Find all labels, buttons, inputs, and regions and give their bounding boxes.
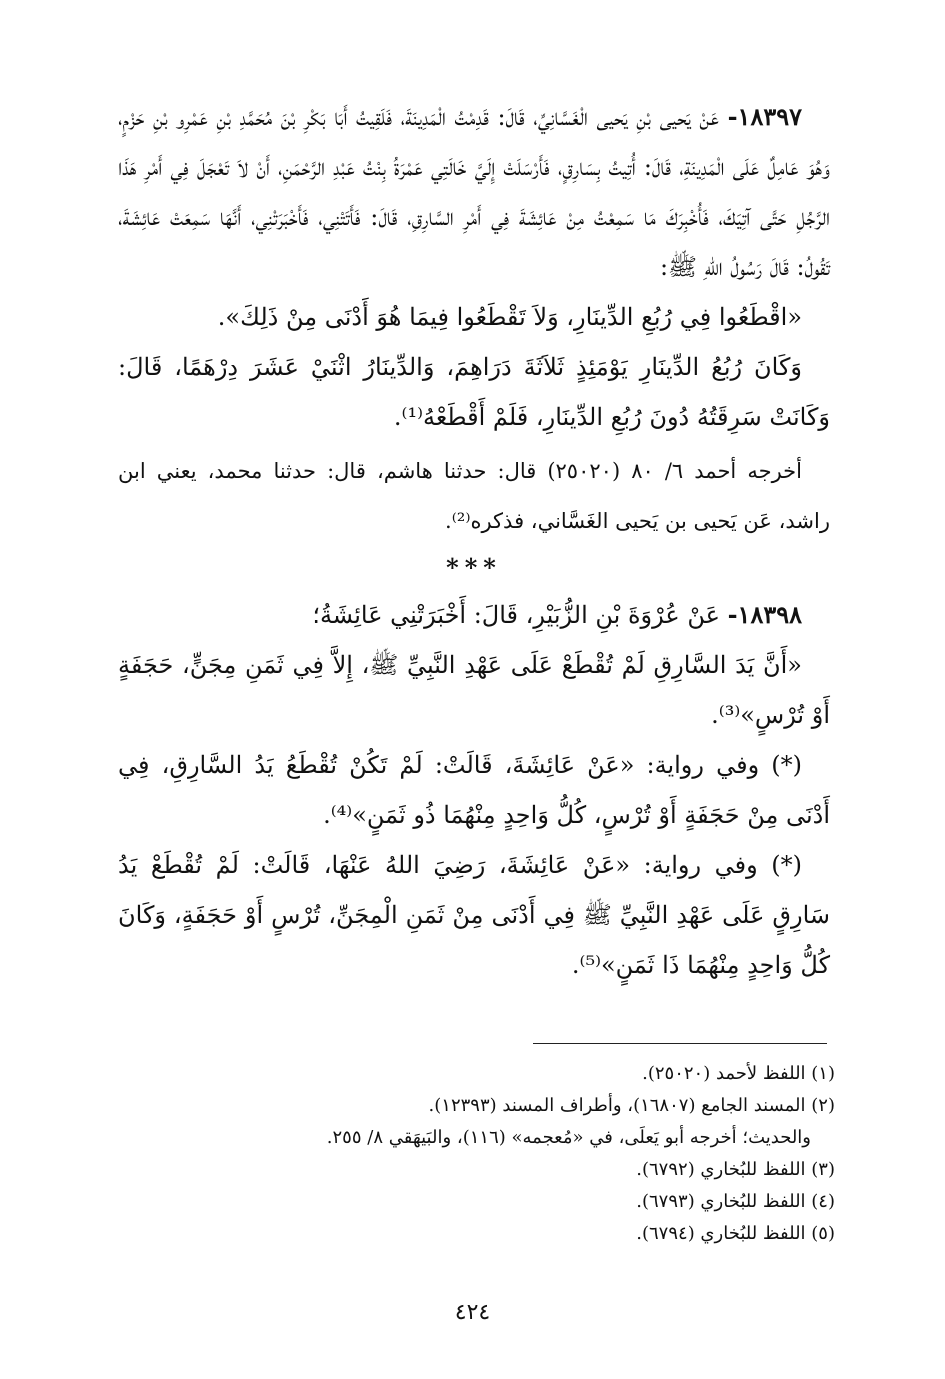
- hadith-quote: «اقْطَعُوا فِي رُبُعِ الدِّينَارِ، وَلاَ تَقْطَعُوا فِيمَا هُوَ أَدْنَى مِنْ ذَلِكَ».: [217, 303, 802, 331]
- footnote-1: (١) اللفظ لأحمد (٢٥٠٢٠).: [642, 1063, 835, 1084]
- hadith-text: عَنْ عُرْوَةَ بْنِ الزُّبَيْرِ، قَالَ: أَخْبَرَتْنِي عَائِشَةُ؛: [312, 601, 720, 629]
- hadith-18397: [118, 92, 830, 292]
- hadith-18398: [118, 590, 830, 640]
- footnotes: [115, 1058, 835, 1250]
- footnote-3: (٣) اللفظ للبُخاري (٦٧٩٢).: [636, 1159, 835, 1180]
- hadith-quote: «أَنَّ يَدَ السَّارِقِ لَمْ تُقْطَعْ عَلَى عَهْدِ النَّبِيِّ ﷺ، إِلاَّ فِي ثَمَنِ مِجَنٍّ، حَجَفَةٍ أَوْ تُرْسٍ»⁽³⁾.: [118, 651, 830, 729]
- section-separator: ***: [446, 553, 502, 582]
- footnote-2: (٢) المسند الجامع (١٦٨٠٧)، وأطراف المسند (١٢٣٩٣).: [428, 1095, 835, 1116]
- hadith-number: ١٨٣٩٧-: [727, 102, 802, 131]
- hadith-continuation: وَكَانَ رُبُعُ الدِّينَارِ يَوْمَئِذٍ ثَلاَثَةَ دَرَاهِمَ، وَالدِّينَارُ اثْنَيْ عَشَرَ دِرْهَمًا، قَالَ: وَكَانَتْ سَرِقَتُهُ دُونَ رُبُعِ الدِّينَارِ، فَلَمْ أَقْطَعْهُ⁽¹⁾.: [118, 353, 830, 431]
- main-text: [118, 92, 830, 990]
- narration-1: (*) وفي رواية: «عَنْ عَائِشَةَ، قَالَتْ: لَمْ تَكُنْ تُقْطَعُ يَدُ السَّارِقِ، فِي أَدْنَى مِنْ حَجَفَةٍ أَوْ تُرْسٍ، كُلُّ وَاحِدٍ مِنْهُمَا ذُو ثَمَنٍ»⁽⁴⁾.: [118, 751, 830, 829]
- hadith-number: ١٨٣٩٨-: [727, 600, 802, 629]
- footnote-2-continuation: والحديث؛ أخرجه أبو يَعلَى، في «مُعجمه» (١١٦)، والبَيهَقي ٨/ ٢٥٥.: [326, 1127, 811, 1148]
- narration-2: (*) وفي رواية: «عَنْ عَائِشَةَ، رَضِيَ اللهُ عَنْهَا، قَالَتْ: لَمْ تُقْطَعْ يَدُ سَارِقٍ عَلَى عَهْدِ النَّبِيِّ ﷺ فِي أَدْنَى مِنْ ثَمَنِ الْمِجَنِّ، تُرْسٍ أَوْ حَجَفَةٍ، وَكَانَ كُلُّ وَاحِدٍ مِنْهُمَا ذَا ثَمَنٍ»⁽⁵⁾.: [118, 851, 830, 979]
- footnote-divider: [533, 1043, 827, 1044]
- hadith-text: عَنْ يَحيى بْنِ يَحيى الْغَسَّانِيِّ، قَالَ: قَدِمْتُ الْمَدِينَةَ، فَلَقِيتُ أَبَا بَكْرِ بْنَ مُحَمَّدِ بْنِ عَمْرِو بْنِ حَزْمٍ، وَهُوَ عَامِلٌ عَلَى الْمَدِينَةِ، قَالَ: أُتِيتُ بِسَارِقٍ، فَأَرْسَلَتْ إِلَيَّ خَالَتِي عَمْرَةُ بِنْتُ عَبْدِ الرَّحْمَنِ، أَنْ لاَ تَعْجَلَ فِي أَمْرِ هَذَا الرَّجُلِ حَتَّى آتِيَكَ، فَأُخْبِرَكَ مَا سَمِعْتُ مِنْ عَائِشَةَ فِي أَمْرِ السَّارِقِ، قَالَ: فَأَتَتْنِي، فَأَخْبَرَتْنِي، أَنَّهَا سَمِعَتْ عَائِشَةَ، تَقُولُ: قَالَ رَسُولُ اللهِ ﷺ:: [118, 103, 830, 281]
- footnote-5: (٥) اللفظ للبُخاري (٦٧٩٤).: [636, 1223, 835, 1244]
- footnote-4: (٤) اللفظ للبُخاري (٦٧٩٣).: [636, 1191, 835, 1212]
- page-number: ٤٢٤: [454, 1300, 491, 1325]
- hadith-source: أخرجه أحمد ٦/ ٨٠ (٢٥٠٢٠) قال: حدثنا هاشم، قال: حدثنا محمد، يعني ابن راشد، عَن يَحيى بن يَحيى الغَسَّاني، فذكره⁽²⁾.: [118, 459, 830, 533]
